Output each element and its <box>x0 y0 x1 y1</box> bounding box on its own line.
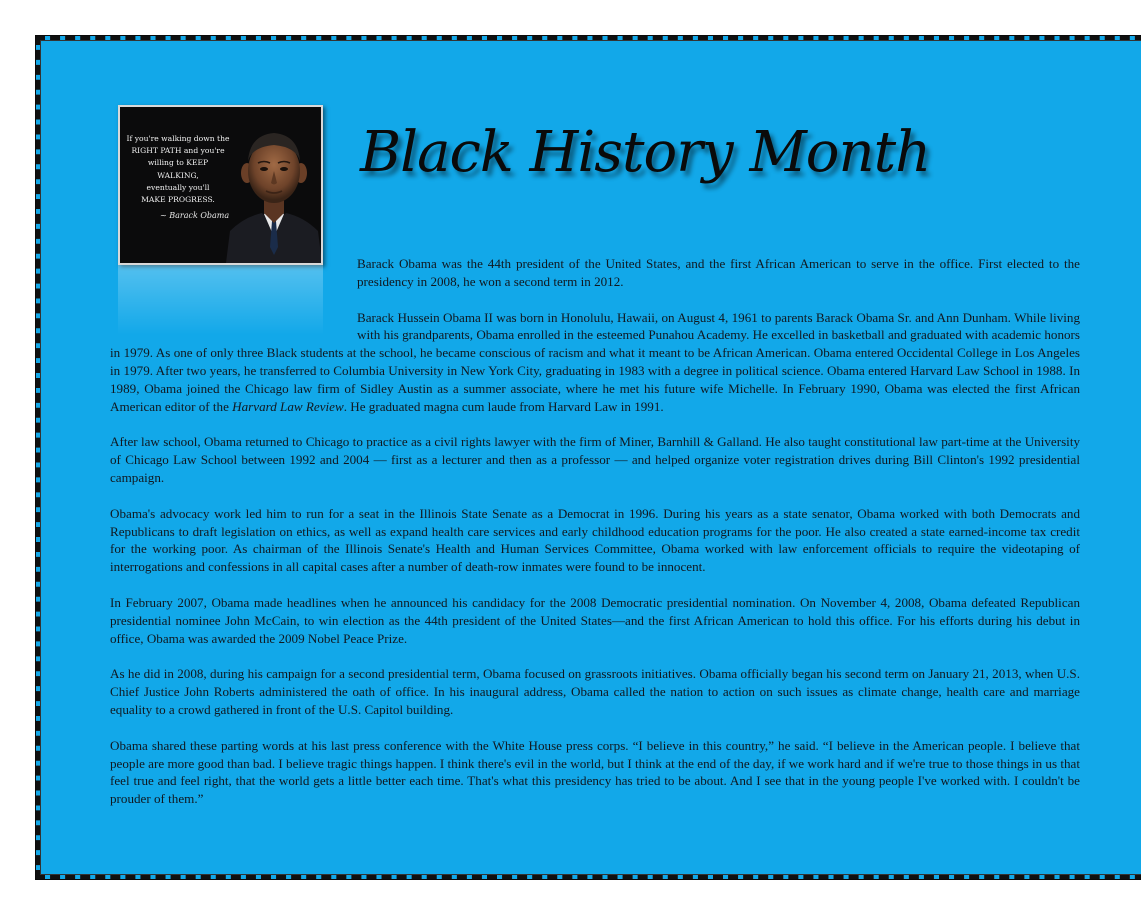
paragraph: Obama's advocacy work led him to run for a seat in the Illinois State Senate as a Democrat in 1996. During his years as a state senator, Obama worked with both Democrats and Republicans to draft legislation on ethics, as well as expand health care services and early childhood education programs for the poor. He also created a state earned-income tax credit for the working poor. As chairman of the Illinois Senate's Health and Human Services Committee, Obama worked with law enforcement officials to require the videotaping of interrogations and confessions in all capital cases after a number of death-row inmates were found to be innocent. <box>110 505 1080 575</box>
poster-quote-line: willing to KEEP WALKING, <box>147 158 209 180</box>
poster-quote-line: If you're walking down the <box>126 134 230 143</box>
portrait-illustration <box>226 113 322 263</box>
image-wrap-spacer <box>110 255 357 343</box>
poster-quote-line: eventually you'll <box>146 182 210 192</box>
paragraph: In February 2007, Obama made headlines when he announced his candidacy for the 2008 Democratic presidential nomination. On November 4, 2008, Obama defeated Republican presidential nominee John McCain, to win election as the 44th president of the United States—and the first African American to hold this office. For his efforts during his debut in office, Obama was awarded the 2009 Nobel Peace Prize. <box>110 594 1080 646</box>
poster-quote <box>126 133 230 206</box>
poster-image <box>118 105 323 265</box>
paragraph: Barack Obama was the 44th president of the United States, and the first African American to serve in the office. First elected to the presidency in 2008, he won a second term in 2012. <box>357 256 1080 289</box>
paragraph-text: Barack Hussein Obama II was born in Honolulu, Hawaii, on August 4, 1961 to parents Barack Obama Sr. and Ann Dunham. While living with his grandparents, Obama enrolled in the esteemed Punahou Academy. He excelled in basketball and graduated with academic honors in 1979. As one of only three Black students at the school, he became conscious of racism and what it meant to be African American. Obama entered Occidental College in Los Angeles in 1979. After two years, he transferred to Columbia University in New York City, graduating in 1983 with a degree in political science. Obama entered Harvard Law School in 1988. In 1989, Obama joined the Chicago law firm of Sidley Austin as a summer associate, where he met his future wife Michelle. In February 1990, Obama was elected the first African American editor of the <box>110 309 1080 414</box>
paragraph: After law school, Obama returned to Chicago to practice as a civil rights lawyer with the firm of Miner, Barnhill & Galland. He also taught constitutional law part-time at the University of Chicago Law School between 1992 and 2004 — first as a lecturer and then as a professor — and helped organize voter registration drives during Bill Clinton's 1992 presidential campaign. <box>110 434 1080 485</box>
poster-signature: ~ Barack Obama <box>160 211 230 220</box>
paragraph: Obama shared these parting words at his last press conference with the White House press corps. “I believe in this country,” he said. “I believe in the American people. I believe that people are more good than bad. I believe tragic things happen. I think there's evil in the world, but I think at the end of the day, if we work hard and if we're true to those things in us that feel true and feel right, that the world gets a little better each time. That's what this presidency has tried to be about. And I see that in the young people I've worked with. I couldn't be prouder of them.” <box>110 737 1080 807</box>
page-frame <box>35 35 1141 880</box>
poster-quote-line: MAKE PROGRESS. <box>141 195 215 205</box>
article-body <box>110 255 1080 826</box>
poster-quote-line: RIGHT PATH and you're <box>131 146 225 156</box>
paragraph-text: . He graduated magna cum laude from Harvard Law in 1991. <box>343 398 664 414</box>
page-title: Black History Month <box>360 120 931 185</box>
paragraph: As he did in 2008, during his campaign for a second presidential term, Obama focused on grassroots initiatives. Obama officially began his second term on January 21, 2013, when U.S. Chief Justice John Roberts administered the oath of office. In his inaugural address, Obama called the nation to action on such issues as climate change, health care and marriage equality to a crowd gathered in front of the U.S. Capitol building. <box>110 666 1080 717</box>
publication-title: Harvard Law Review <box>232 398 344 414</box>
